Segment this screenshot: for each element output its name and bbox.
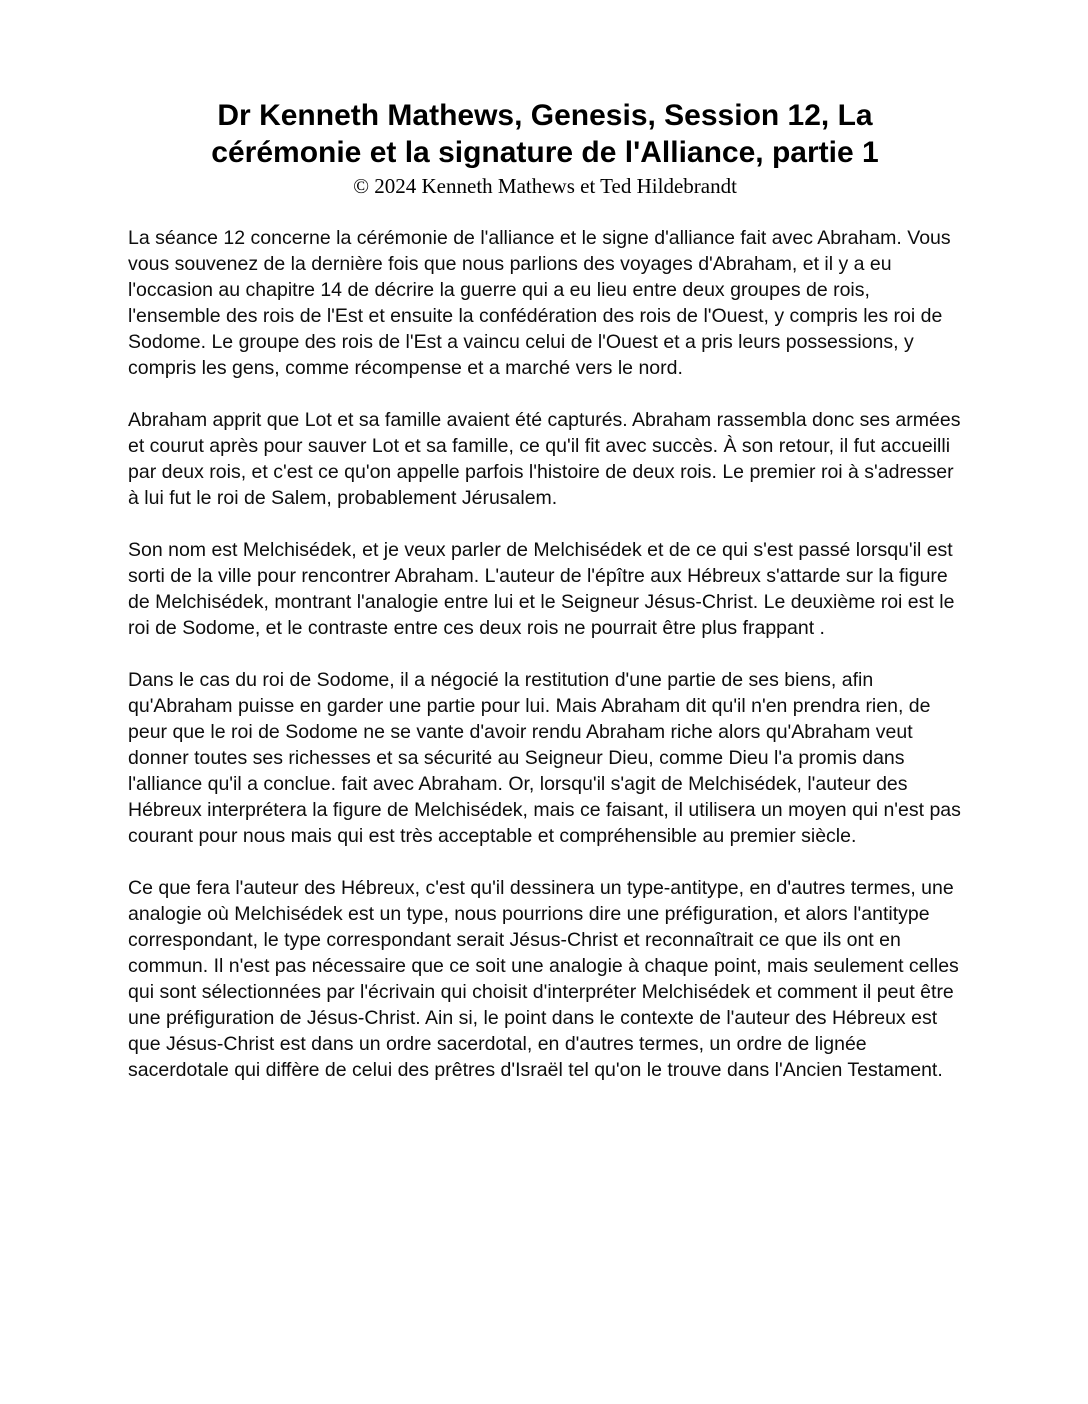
paragraph-5: Ce que fera l'auteur des Hébreux, c'est qu'il dessinera un type-antitype, en d'autres termes, une analogie où Melchisédek est un type, nous pourrions dire une préfiguration, et alors l'antitype correspondant, le type correspondant serait Jésus-Christ et reconnaîtrait ce que ils ont en commun. Il n'est pas nécessaire que ce soit une analogie à chaque point, mais seulement celles qui sont sélectionnées par l'écrivain qui choisit d'interpréter Melchisédek et comment il peut être une préfiguration de Jésus-Christ. Ain si, le point dans le contexte de l'auteur des Hébreux est que Jésus-Christ est dans un ordre sacerdotal, en d'autres termes, un ordre de lignée sacerdotale qui diffère de celui des prêtres d'Israël tel qu'on le trouve dans l'Ancien Testament. [128, 877, 959, 1082]
paragraph-4: Dans le cas du roi de Sodome, il a négocié la restitution d'une partie de ses biens, afin qu'Abraham puisse en garder une partie pour lui. Mais Abraham dit qu'il n'en prendra rien, de peur que le roi de Sodome ne se vante d'avoir rendu Abraham riche alors qu'Abraham veut donner toutes ses richesses et sa sécurité au Seigneur Dieu, comme Dieu l'a promis dans l'alliance qu'il a conclue. fait avec Abraham. Or, lorsqu'il s'agit de Melchisédek, l'auteur des Hébreux interprétera la figure de Melchisédek, mais ce faisant, il utilisera un moyen qui n'est pas courant pour nous mais qui est très acceptable et compréhensible au premier siècle. [128, 669, 961, 848]
document-title [128, 98, 962, 171]
title-line-1: Dr Kenneth Mathews, Genesis, Session 12, La [217, 99, 873, 132]
paragraph-2: Abraham apprit que Lot et sa famille avaient été capturés. Abraham rassembla donc ses armées et courut après pour sauver Lot et sa famille, ce qu'il fit avec succès. À son retour, il fut accueilli par deux rois, et c'est ce qu'on appelle parfois l'histoire de deux rois. Le premier roi à s'adresser à lui fut le roi de Salem, probablement Jérusalem. [128, 409, 961, 510]
document-body [128, 225, 962, 1083]
copyright-line: © 2024 Kenneth Mathews et Ted Hildebrandt [353, 174, 737, 199]
title-line-2: cérémonie et la signature de l'Alliance, partie 1 [211, 135, 879, 169]
paragraph-3: Son nom est Melchisédek, et je veux parler de Melchisédek et de ce qui s'est passé lorsqu'il est sorti de la ville pour rencontrer Abraham. L'auteur de l'épître aux Hébreux s'attarde sur la figure de Melchisédek, montrant l'analogie entre lui et le Seigneur Jésus-Christ. Le deuxième roi est le roi de Sodome, et le contraste entre ces deux rois ne pourrait être plus frappant . [128, 539, 955, 640]
paragraph-1: La séance 12 concerne la cérémonie de l'alliance et le signe d'alliance fait avec Abraham. Vous vous souvenez de la dernière fois que nous parlions des voyages d'Abraham, et il y a eu l'occasion au chapitre 14 de décrire la guerre qui a eu lieu entre deux groupes de rois, l'ensemble des rois de l'Est et ensuite la confédération des rois de l'Ouest, y compris les roi de Sodome. Le groupe des rois de l'Est a vaincu celui de l'Ouest et a pris leurs possessions, y compris les gens, comme récompense et a marché vers le nord. [128, 227, 951, 380]
